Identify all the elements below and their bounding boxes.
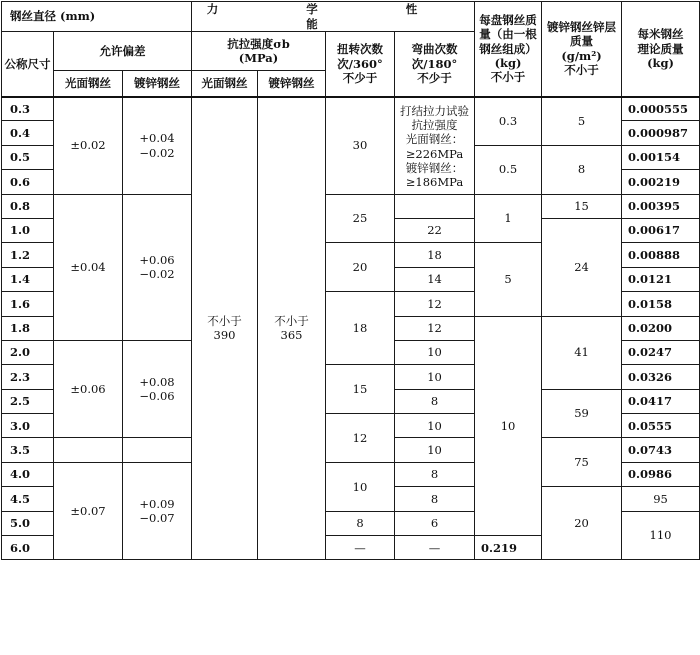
header-bending-count: 弯曲次数 次/180° 不少于 [395, 32, 475, 97]
header-tensile-bright: 光面钢丝 [192, 71, 258, 97]
zinc-mass-cell: 24 [542, 218, 622, 316]
torsion-cell: 10 [326, 462, 395, 511]
bending-cell: 18 [395, 243, 475, 267]
zinc-mass-cell: 15 [542, 194, 622, 218]
coil-mass-cell: 0.3 [475, 97, 542, 146]
meter-mass-cell: 0.00154 [622, 145, 700, 169]
header-zinc-mass: 镀锌钢丝锌层质量 (g/m²) 不小于 [542, 2, 622, 97]
diameter-cell: 1.2 [2, 243, 54, 267]
coil-mass-cell: 10 [475, 316, 542, 536]
meter-mass-cell: 0.00395 [622, 194, 700, 218]
bending-cell: 10 [395, 414, 475, 438]
diameter-cell: 2.0 [2, 340, 54, 364]
header-tensile-galvanized: 镀锌钢丝 [258, 71, 326, 97]
torsion-cell: 20 [326, 243, 395, 292]
tol-galv-cell [123, 438, 192, 462]
tol-galv-cell: +0.08 −0.06 [123, 340, 192, 438]
header-coil-mass: 每盘钢丝质量（由一根钢丝组成） (kg) 不小于 [475, 2, 542, 97]
diameter-cell: 2.3 [2, 365, 54, 389]
meter-mass-cell: 0.00617 [622, 218, 700, 242]
zinc-mass-cell: 8 [542, 145, 622, 194]
diameter-cell: 0.5 [2, 145, 54, 169]
zinc-mass-cell: 110 [622, 511, 700, 560]
diameter-cell: 3.0 [2, 414, 54, 438]
bending-cell: 10 [395, 365, 475, 389]
diameter-cell: 0.4 [2, 121, 54, 145]
bending-cell: 8 [395, 462, 475, 486]
tensile-galv-cell: 不小于 365 [258, 97, 326, 560]
bending-cell: 22 [395, 218, 475, 242]
meter-mass-cell: 0.0326 [622, 365, 700, 389]
diameter-cell: 5.0 [2, 511, 54, 535]
tol-galv-cell: +0.06 −0.02 [123, 194, 192, 340]
zinc-mass-cell: 5 [542, 97, 622, 146]
tol-galv-cell: +0.04 −0.02 [123, 97, 192, 195]
bending-cell: 10 [395, 438, 475, 462]
wire-spec-table [1, 1, 700, 560]
meter-mass-cell: 0.0555 [622, 414, 700, 438]
bending-cell: 14 [395, 267, 475, 291]
torsion-cell: 25 [326, 194, 395, 243]
coil-mass-cell: 5 [475, 243, 542, 316]
torsion-cell: 30 [326, 97, 395, 195]
header-wire-diameter: 钢丝直径 (mm) [2, 2, 192, 32]
diameter-cell: 0.8 [2, 194, 54, 218]
bending-cell: 10 [395, 340, 475, 364]
bending-cell: 8 [395, 389, 475, 413]
tol-bright-cell: ±0.02 [54, 97, 123, 195]
diameter-cell: 1.4 [2, 267, 54, 291]
torsion-cell: 15 [326, 365, 395, 414]
zinc-mass-cell: 95 [622, 487, 700, 511]
header-tol-bright: 光面钢丝 [54, 71, 123, 97]
meter-mass-cell: 0.0986 [622, 462, 700, 486]
header-mechanical-properties: 力 学 性 能 [192, 2, 475, 32]
meter-mass-cell: 0.0158 [622, 292, 700, 316]
diameter-cell: 3.5 [2, 438, 54, 462]
meter-mass-cell: 0.219 [475, 536, 542, 560]
zinc-mass-cell: 59 [542, 389, 622, 438]
meter-mass-cell: 0.0743 [622, 438, 700, 462]
coil-mass-cell: 1 [475, 194, 542, 243]
tol-bright-cell [54, 438, 123, 462]
tensile-bright-cell: 不小于 390 [192, 97, 258, 560]
torsion-cell: 8 [326, 511, 395, 535]
tol-bright-cell: ±0.04 [54, 194, 123, 340]
meter-mass-cell: 0.0200 [622, 316, 700, 340]
header-tol-galvanized: 镀锌钢丝 [123, 71, 192, 97]
diameter-cell: 2.5 [2, 389, 54, 413]
zinc-mass-cell: 41 [542, 316, 622, 389]
zinc-mass-cell: 75 [542, 438, 622, 487]
diameter-cell: 4.5 [2, 487, 54, 511]
torsion-cell: 12 [326, 414, 395, 463]
diameter-cell: 1.0 [2, 218, 54, 242]
header-meter-mass: 每米钢丝 理论质量 (kg) [622, 2, 700, 97]
coil-mass-cell: 0.5 [475, 145, 542, 194]
header-nominal-size: 公称尺寸 [2, 32, 54, 97]
tol-bright-cell: ±0.06 [54, 340, 123, 438]
torsion-cell: 18 [326, 292, 395, 365]
knot-test-note: 打结拉力试验 抗拉强度 光面钢丝： ≥226MPa 镀锌钢丝： ≥186MPa [395, 97, 475, 195]
diameter-cell: 6.0 [2, 536, 54, 560]
diameter-cell: 1.8 [2, 316, 54, 340]
meter-mass-cell: 0.000987 [622, 121, 700, 145]
bending-cell [395, 194, 475, 218]
tol-galv-cell: +0.09 −0.07 [123, 462, 192, 560]
bending-cell: 12 [395, 292, 475, 316]
meter-mass-cell: 0.00219 [622, 170, 700, 194]
diameter-cell: 4.0 [2, 462, 54, 486]
diameter-cell: 0.6 [2, 170, 54, 194]
bending-cell: 8 [395, 487, 475, 511]
meter-mass-cell: 0.00888 [622, 243, 700, 267]
bending-cell: 12 [395, 316, 475, 340]
diameter-cell: 1.6 [2, 292, 54, 316]
bending-cell: — [395, 536, 475, 560]
meter-mass-cell: 0.0417 [622, 389, 700, 413]
bending-cell: 6 [395, 511, 475, 535]
header-tensile-strength: 抗拉强度σb (MPa) [192, 32, 326, 71]
diameter-cell: 0.3 [2, 97, 54, 121]
header-torsion-count: 扭转次数 次/360° 不少于 [326, 32, 395, 97]
tol-bright-cell: ±0.07 [54, 462, 123, 560]
coil-mass-cell: 20 [542, 487, 622, 560]
meter-mass-cell: 0.0247 [622, 340, 700, 364]
torsion-cell: — [326, 536, 395, 560]
meter-mass-cell: 0.000555 [622, 97, 700, 121]
meter-mass-cell: 0.0121 [622, 267, 700, 291]
header-tolerance: 允许偏差 [54, 32, 192, 71]
